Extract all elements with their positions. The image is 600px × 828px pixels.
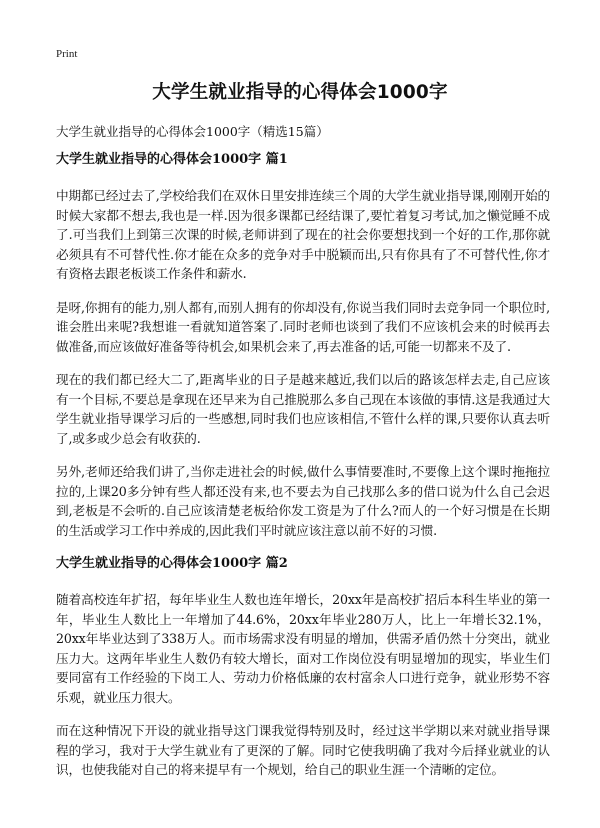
section-heading: 大学生就业指导的心得体会1000字 篇2 [56,556,288,571]
document-title: 大学生就业指导的心得体会1000字 [152,82,448,103]
paragraph: 中期都已经过去了,学校给我们在双休日里安排连续三个周的大学生就业指导课,刚刚开始的时候大家都不想去,我也是一样.因为很多课都已经结课了,要忙着复习考试,加之懒觉睡不成了.可当我们上到第三次课的时候,老师讲到了现在的社会你要想找到一个好的工作,那你就必须具有不可替代性.你才能在众多的竞争对手中脱颖而出,只有你具有了不可替代性,你才有资格去跟老板谈工作条件和薪水. [56,188,550,281]
print-link[interactable]: Print [56,48,78,60]
article-section [56,554,550,780]
article-body [56,150,550,794]
article-section [56,150,550,540]
paragraph: 现在的我们都已经大二了,距离毕业的日子是越来越近,我们以后的路该怎样去走,自己应该有一个目标,不要总是拿现在还早来为自己推脱那么多自己现在本该做的事情.这是我通过大学生就业指导课学习后的一些感想,同时我们也应该相信,不管什么样的课,只要你认真去听了,或多或少总会有收获的. [56,372,550,446]
section-heading: 大学生就业指导的心得体会1000字 篇1 [56,152,288,167]
document-subtitle: 大学生就业指导的心得体会1000字（精选15篇） [56,124,329,139]
paragraph: 是呀,你拥有的能力,别人都有,而别人拥有的你却没有,你说当我们同时去竞争同一个职位时,谁会胜出来呢?我想谁一看就知道答案了.同时老师也谈到了我们不应该机会来的时候再去做准备,而应该做好准备等待机会,如果机会来了,再去准备的话,可能一切都来不及了. [56,299,550,354]
paragraph: 而在这种情况下开设的就业指导这门课我觉得特别及时，经过这半学期以来对就业指导课程的学习，我对于大学生就业有了更深的了解。同时它使我明确了我对今后择业就业的认识，也使我能对自己的将来提早有一个规划，给自己的职业生涯一个清晰的定位。 [56,723,550,777]
paragraph: 随着高校连年扩招，每年毕业生人数也连年增长，20xx年是高校扩招后本科生毕业的第一年，毕业生人数比上一年增加了44.6%，20xx年毕业280万人，比上一年增长32.1%，20xx年毕业达到了338万人。而市场需求没有明显的增加，供需矛盾仍然十分突出，就业压力大。这两年毕业生人数仍有较大增长，面对工作岗位没有明显增加的现实，毕业生们要同富有工作经验的下岗工人、劳动力价格低廉的农村富余人口进行竞争，就业形势不容乐观，就业压力很大。 [56,592,550,705]
paragraph: 另外,老师还给我们讲了,当你走进社会的时候,做什么事情要准时,不要像上这个课时拖拖拉拉的,上课20多分钟有些人都还没有来,也不要去为自己找那么多的借口说为什么自己会迟到,老板是不会听的.自己应该清楚老板给你发工资是为了什么?而人的一个好习惯是在长期的生活或学习工作中养成的,因此我们平时就应该注意以前不好的习惯. [56,464,550,538]
